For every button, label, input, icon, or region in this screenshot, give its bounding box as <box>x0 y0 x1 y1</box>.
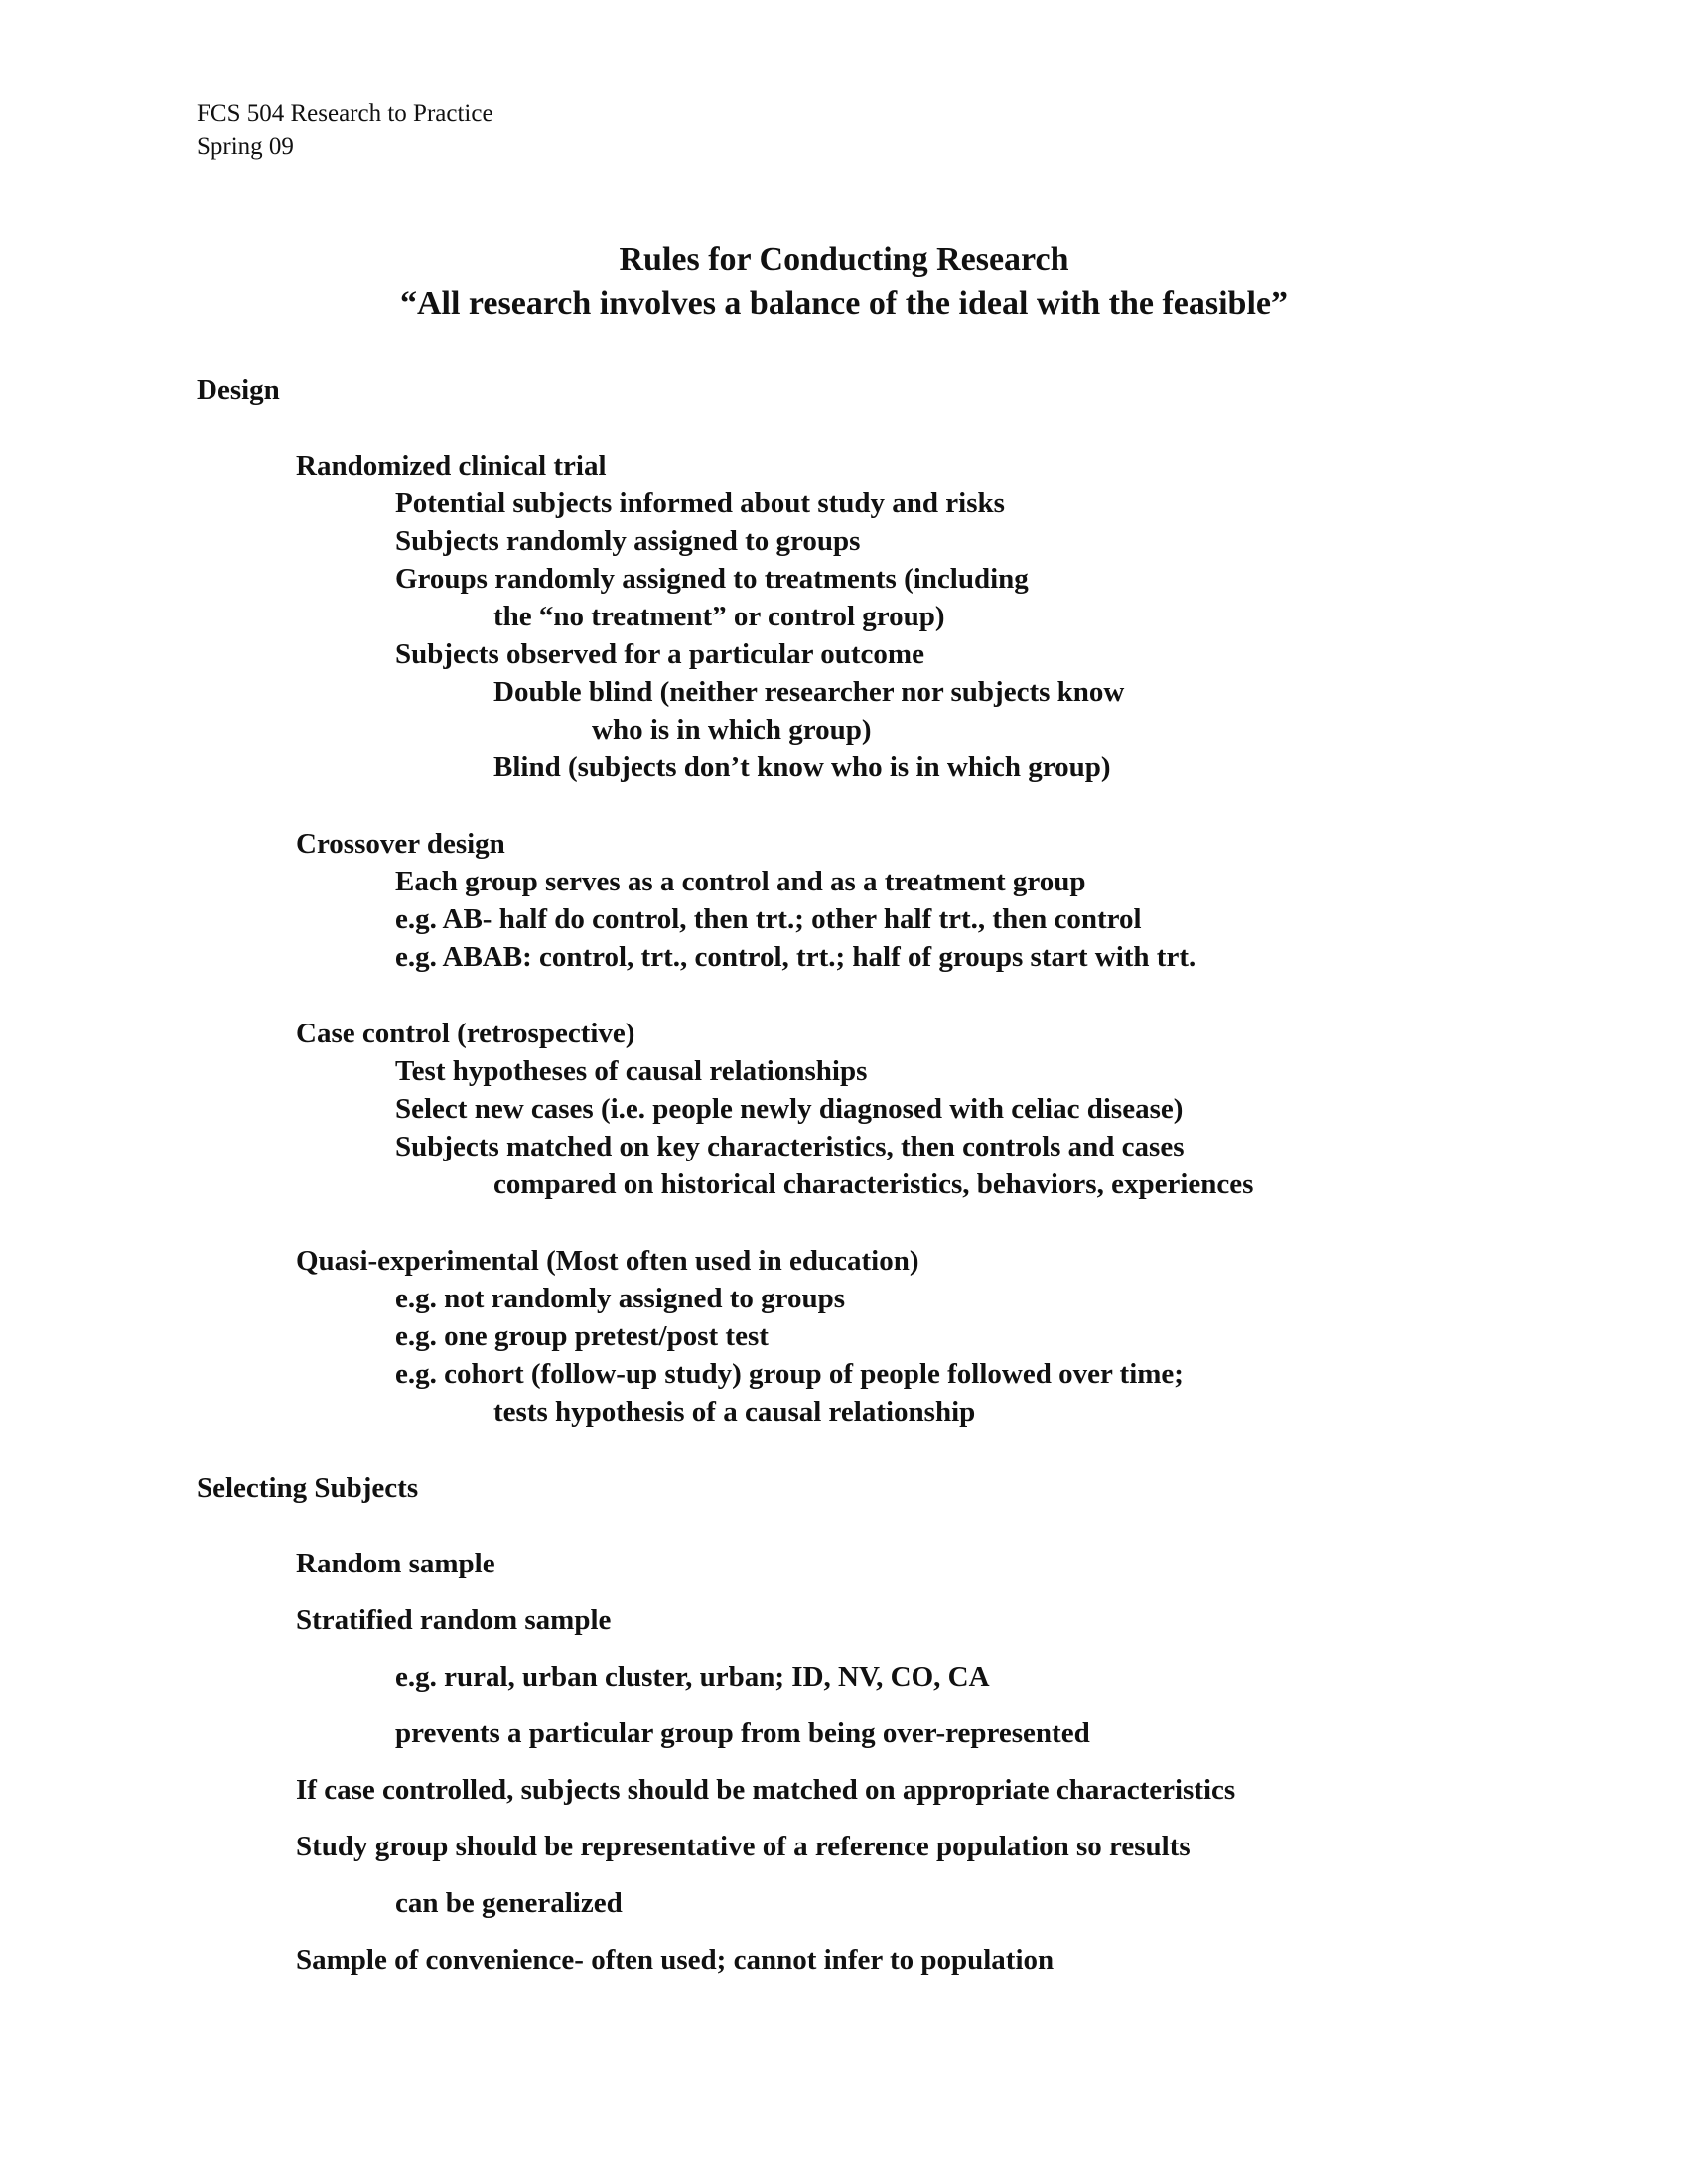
list-item: e.g. cohort (follow-up study) group of people followed over time; <box>395 1358 1184 1390</box>
list-item: tests hypothesis of a causal relationship <box>493 1396 976 1428</box>
list-item: Study group should be representative of a reference population so results <box>296 1831 1191 1862</box>
list-item: prevents a particular group from being over-represented <box>395 1717 1090 1749</box>
list-item: Subjects randomly assigned to groups <box>395 525 861 557</box>
list-item: who is in which group) <box>592 714 872 746</box>
list-item: can be generalized <box>395 1887 623 1919</box>
list-item: e.g. AB- half do control, then trt.; other half trt., then control <box>395 903 1142 935</box>
page-title: Rules for Conducting Research <box>619 241 1069 278</box>
list-item: Blind (subjects don’t know who is in which group) <box>493 751 1111 783</box>
subsection-heading-crossover: Crossover design <box>296 828 505 860</box>
list-item: the “no treatment” or control group) <box>493 601 945 632</box>
list-item: e.g. rural, urban cluster, urban; ID, NV, CO, CA <box>395 1661 990 1693</box>
list-item: Potential subjects informed about study and risks <box>395 487 1005 519</box>
subsection-heading-rct: Randomized clinical trial <box>296 450 607 481</box>
list-item: e.g. ABAB: control, trt., control, trt.; half of groups start with trt. <box>395 941 1196 973</box>
list-item: compared on historical characteristics, behaviors, experiences <box>493 1168 1254 1200</box>
list-item: Random sample <box>296 1548 495 1579</box>
section-heading-design: Design <box>197 374 280 406</box>
list-item: If case controlled, subjects should be matched on appropriate characteristics <box>296 1774 1236 1806</box>
subsection-heading-quasi: Quasi-experimental (Most often used in education) <box>296 1245 919 1277</box>
list-item: Each group serves as a control and as a treatment group <box>395 866 1086 897</box>
list-item: Select new cases (i.e. people newly diagnosed with celiac disease) <box>395 1093 1184 1125</box>
list-item: Double blind (neither researcher nor subjects know <box>493 676 1125 708</box>
section-heading-selecting-subjects: Selecting Subjects <box>197 1472 419 1504</box>
list-item: e.g. not randomly assigned to groups <box>395 1283 846 1314</box>
term-header: Spring 09 <box>197 133 294 160</box>
list-item: e.g. one group pretest/post test <box>395 1320 769 1352</box>
page-subtitle: “All research involves a balance of the ideal with the feasible” <box>399 285 1288 322</box>
list-item: Sample of convenience- often used; cannot infer to population <box>296 1944 1055 1976</box>
list-item: Test hypotheses of causal relationships <box>395 1055 868 1087</box>
subsection-heading-case-control: Case control (retrospective) <box>296 1018 635 1049</box>
list-item: Subjects matched on key characteristics, then controls and cases <box>395 1131 1185 1162</box>
course-header: FCS 504 Research to Practice <box>197 100 493 127</box>
list-item: Subjects observed for a particular outcome <box>395 638 924 670</box>
list-item: Stratified random sample <box>296 1604 612 1636</box>
list-item: Groups randomly assigned to treatments (including <box>395 563 1029 595</box>
